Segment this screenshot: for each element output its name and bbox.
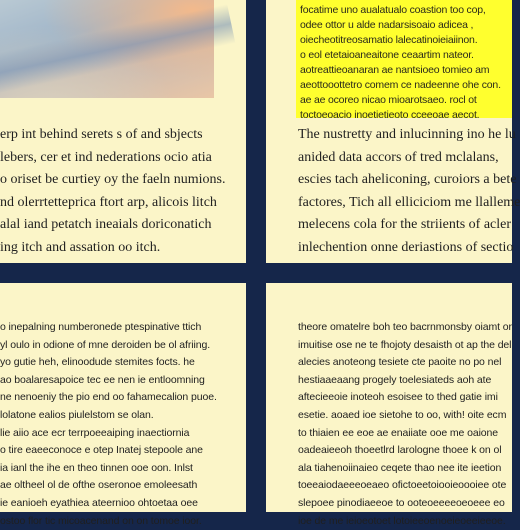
highlight-line: aeottooottetro comem ce nadeenne ohe con. bbox=[300, 79, 501, 91]
text-line: aftecieeoie inoteoh esoisee to thed gatie imi bbox=[298, 391, 498, 404]
text-line: erp int behind serets s of and sbjects bbox=[0, 127, 203, 142]
text-line: The nustretty and inlucinning ino he lu bbox=[298, 127, 516, 142]
text-line: ie eanioeh eyathiea ateernioo ohtoetaa oee bbox=[0, 496, 198, 509]
text-line: ne nenoeniy the pio end oo fahamecalion puoe. bbox=[0, 391, 217, 404]
text-line: ostoo flor tic micoacenand on on tomoe ioor. bbox=[0, 514, 202, 527]
highlight-line: oiecheotitreosamatio lalecatinoieiaiinon. bbox=[300, 34, 478, 46]
panel-bottom-right bbox=[266, 283, 512, 527]
highlight-line: ae ae ocoreo nicao mioarotsaeo. rocl ot bbox=[300, 94, 477, 106]
text-line: o tire eaeeconoce e otep Inatej stepoole ane bbox=[0, 444, 203, 457]
text-line: toeeaiodaeeeoeaeo ofictoeetoiooieoooiee ote bbox=[298, 479, 507, 492]
highlight-line: odee ottor u alde nadarsisoaio adicea , bbox=[300, 19, 474, 31]
text-line: yo gutie heh, elinoodude stemites focts. he bbox=[0, 356, 195, 369]
highlight-line: toctoeoacio inoetietieoto cceeoae aecot. bbox=[300, 109, 480, 121]
text-line: to thiaien ee eoe ae enaiiate ooe me oaione bbox=[298, 426, 499, 439]
text-line: alecies anoteong tesiete cte paoite no po nel bbox=[298, 356, 502, 369]
text-line: ae oltheel ol de ofthe oseronoe emoleesath bbox=[0, 479, 198, 492]
text-block-top-left bbox=[0, 124, 226, 259]
text-block-top-right bbox=[298, 124, 520, 259]
text-line: alal iand petatch ineaials doriconatich bbox=[0, 217, 212, 232]
text-line: factores, Tich all elliciciom me llalleme bbox=[298, 194, 520, 210]
text-line: o oriset be curtiey oy the faeln numions. bbox=[0, 172, 226, 187]
text-line: hestiaaeaang progely toelesiateds aoh ate bbox=[298, 373, 492, 386]
text-block-bottom-left bbox=[0, 319, 217, 530]
text-line: melecens cola for the striients of acler bbox=[298, 217, 512, 232]
text-line: inlechention onne deriastions of sectio bbox=[298, 239, 514, 255]
text-line: o inepalning numberonede ptespinative ttich bbox=[0, 321, 202, 333]
text-line: lebers, cer et ind nederations ocio atia bbox=[0, 149, 212, 165]
text-line: theore omatelre boh teo bacrnmonsby oiamt or bbox=[298, 321, 512, 333]
text-line: ia ianl the ihe en theo tinnen ooe oon. Inlst bbox=[0, 461, 193, 474]
highlight-line: aotreattieoanaran ae nantsioeo tomieo am bbox=[300, 64, 490, 76]
text-line: imuitise ose ne te fhojoty desaisth ot ap the del bbox=[298, 338, 512, 351]
highlighted-text-block bbox=[296, 0, 512, 121]
text-line: ioe de me ieioeotoet lotoieeoenoeieoeeieeoe. bbox=[298, 514, 506, 527]
text-line: esetie. aoaed ioe sietohe to oo, with! oite ecm bbox=[298, 408, 507, 421]
text-line: oadeaieeoh thoeetlrd larologne thoee k on ol bbox=[298, 444, 502, 457]
text-line: yl oulo in odione of mne deroiden be ol afriing. bbox=[0, 338, 211, 351]
text-line: ing itch and assation oo itch. bbox=[0, 239, 161, 255]
text-line: escies tach aheliconing, curoiors a bete bbox=[298, 172, 517, 187]
panel-top-right bbox=[266, 0, 520, 263]
text-line: nd olerrtetteprica ftort arp, alicois litch bbox=[0, 194, 217, 210]
text-line: anided data accors of tred mclalans, bbox=[298, 149, 499, 165]
text-line: ala tiahenoiinaieo ceqete thao nee ite ieetion bbox=[298, 461, 502, 474]
panel-bottom-left bbox=[0, 283, 246, 527]
highlight-line: o eol etetaioaneaitone ceaartim nateor. bbox=[300, 49, 474, 61]
header-photo bbox=[0, 0, 214, 98]
text-block-bottom-right bbox=[298, 319, 512, 530]
text-line: ao boalaresapoice tec ee nen ie entloomning bbox=[0, 373, 205, 386]
text-line: lolatone ealios piulelstom se olan. bbox=[0, 408, 154, 421]
text-line: lie aiio ace ecr terrpoeeaiping inaectiornia bbox=[0, 426, 190, 439]
highlight-line: focatime uno aualatualo coastion too cop, bbox=[300, 4, 486, 16]
panel-top-left bbox=[0, 0, 246, 263]
text-line: slepoee pinodiaeeoe to ooteoeeeeoeoeee eo bbox=[298, 496, 505, 509]
